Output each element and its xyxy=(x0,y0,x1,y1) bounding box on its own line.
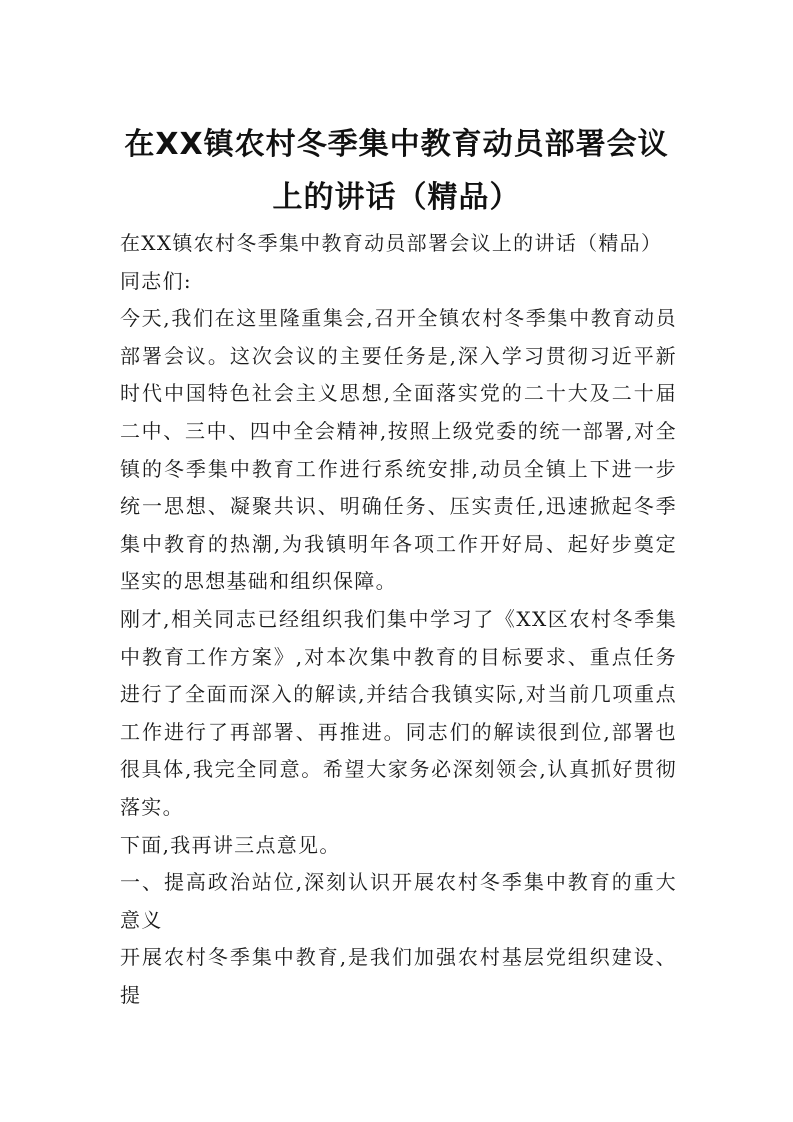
document-body xyxy=(120,225,677,1014)
body-paragraph-subtitle: 在XX镇农村冬季集中教育动员部署会议上的讲话（精品） xyxy=(120,231,663,255)
body-paragraph-review: 刚才,相关同志已经组织我们集中学习了《XX区农村冬季集中教育工作方案》,对本次集中教育的目标要求、重点任务进行了全面而深入的解读,并结合我镇实际,对当前几项重点工作进行了再部署、再推进。同志们的解读很到位,部署也很具体,我完全同意。希望大家务必深刻领会,认真抓好贯彻落实。 xyxy=(120,606,677,819)
section-heading-1: 一、提高政治站位,深刻认识开展农村冬季集中教育的重大意义 xyxy=(120,870,677,932)
body-paragraph-transition: 下面,我再讲三点意见。 xyxy=(120,832,341,857)
body-paragraph-salutation: 同志们: xyxy=(120,268,192,293)
body-paragraph-opening: 今天,我们在这里隆重集会,召开全镇农村冬季集中教育动员部署会议。这次会议的主要任务是,深入学习贯彻习近平新时代中国特色社会主义思想,全面落实党的二十大及二十届二中、三中、四中全会精神,按照上级党委的统一部署,对全镇的冬季集中教育工作进行系统安排,动员全镇上下进一步统一思想、凝聚共识、明确任务、压实责任,迅速掀起冬季集中教育的热潮,为我镇明年各项工作开好局、起好步奠定坚实的思想基础和组织保障。 xyxy=(120,306,677,594)
body-paragraph-section-1: 开展农村冬季集中教育,是我们加强农村基层党组织建设、提 xyxy=(120,945,677,1007)
document-title: 在XX镇农村冬季集中教育动员部署会议上的讲话（精品） xyxy=(124,127,669,215)
